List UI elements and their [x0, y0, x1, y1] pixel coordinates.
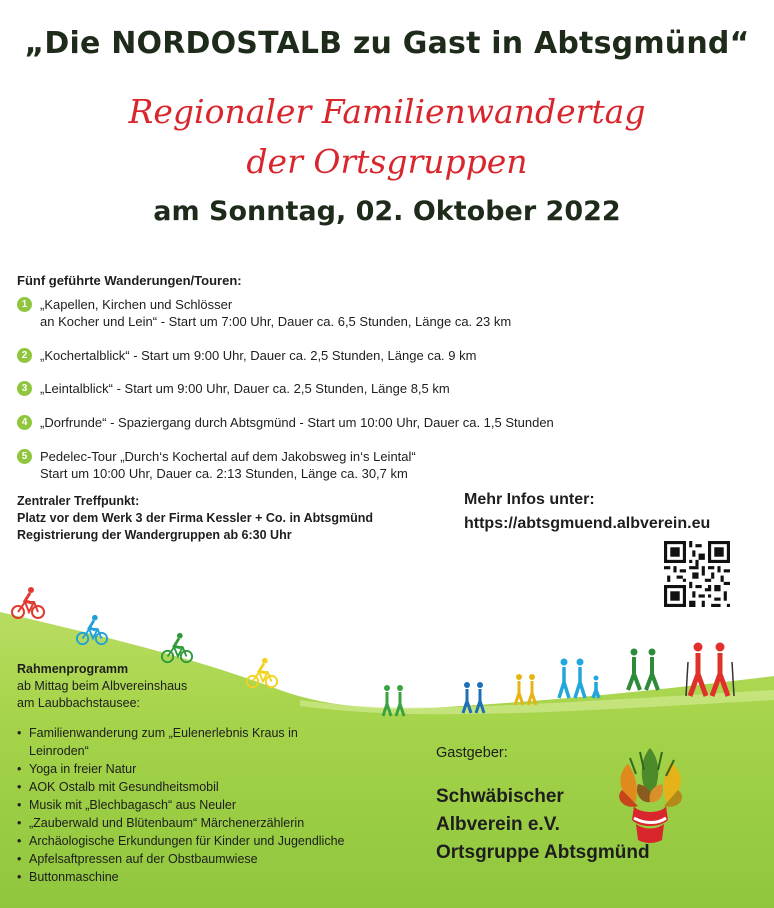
program-intro: [17, 661, 187, 712]
tour-item-5: [17, 448, 416, 482]
more-info-label: Mehr Infos unter:: [464, 491, 595, 508]
tour-1-line-1: „Kapellen, Kirchen und Schlösser: [40, 297, 233, 312]
host-name-line-1: Schwäbischer: [436, 786, 564, 807]
list-item: • „Zauberwald und Blütenbaum“ Märchenerzählerin: [17, 814, 357, 832]
list-item: • AOK Ostalb mit Gesundheitsmobil: [17, 778, 357, 796]
meeting-point: [17, 493, 373, 544]
program-heading: Rahmenprogramm: [17, 662, 129, 676]
hikers-blue-icon: [460, 680, 490, 716]
list-item: • Familienwanderung zum „Eulenerlebnis Kraus in Leinroden“: [17, 724, 357, 760]
hikers-green-icon: [380, 684, 410, 718]
program-list: [17, 724, 357, 886]
tours-heading: Fünf geführte Wanderungen/Touren:: [17, 273, 242, 288]
more-info: [464, 488, 710, 536]
tour-2-line-1: „Kochertalblick“ - Start um 9:00 Uhr, Dauer ca. 2,5 Stunden, Länge ca. 9 km: [40, 348, 477, 363]
qr-code-icon[interactable]: [664, 541, 730, 607]
hikers-cyan-icon: [556, 658, 604, 700]
tour-1-line-2: an Kocher und Lein“ - Start um 7:00 Uhr, Dauer ca. 6,5 Stunden, Länge ca. 23 km: [40, 314, 512, 329]
main-title: „Die NORDOSTALB zu Gast in Abtsgmünd“: [24, 26, 750, 61]
tour-item-2: [17, 347, 476, 364]
tour-5-line-1: Pedelec-Tour „Durch‘s Kochertal auf dem Jakobsweg in‘s Leintal“: [40, 449, 416, 464]
cyclist-blue-icon: [75, 612, 109, 648]
meeting-heading: Zentraler Treffpunkt:: [17, 494, 140, 508]
hikers-darkgreen-icon: [624, 648, 664, 692]
list-item: • Buttonmaschine: [17, 868, 357, 886]
tour-number-badge: 3: [17, 381, 32, 396]
hikers-yellow-icon: [512, 672, 542, 708]
subtitle-line-2: der Ortsgruppen: [246, 142, 528, 181]
host-label: Gastgeber:: [436, 745, 508, 761]
albverein-logo-icon: [608, 744, 692, 848]
tour-number-badge: 1: [17, 297, 32, 312]
tour-5-line-2: Start um 10:00 Uhr, Dauer ca. 2:13 Stunden, Länge ca. 30,7 km: [40, 466, 408, 481]
tour-4-line-1: „Dorfrunde“ - Spaziergang durch Abtsgmünd - Start um 10:00 Uhr, Dauer ca. 1,5 Stunden: [40, 415, 554, 430]
host-name-line-2: Albverein e.V.: [436, 814, 560, 835]
tour-item-1: [17, 296, 511, 330]
tour-number-badge: 5: [17, 449, 32, 464]
more-info-url[interactable]: https://abtsgmuend.albverein.eu: [464, 515, 711, 532]
hikers-red-icon: [684, 642, 736, 698]
host-name-line-3: Ortsgruppe Abtsgmünd: [436, 842, 650, 863]
program-line-2: am Laubbachstausee:: [17, 696, 141, 710]
list-item: • Musik mit „Blechbagasch“ aus Neuler: [17, 796, 357, 814]
tour-item-4: [17, 414, 554, 431]
tour-item-3: [17, 380, 450, 397]
subtitle-line-1: Regionaler Familienwandertag: [128, 92, 646, 131]
cyclist-yellow-icon: [245, 655, 279, 691]
event-date: am Sonntag, 02. Oktober 2022: [153, 196, 621, 227]
tour-number-badge: 4: [17, 415, 32, 430]
program-line-1: ab Mittag beim Albvereinshaus: [17, 679, 188, 693]
list-item: • Apfelsaftpressen auf der Obstbaumwiese: [17, 850, 357, 868]
meeting-registration: Registrierung der Wandergruppen ab 6:30 Uhr: [17, 528, 292, 542]
list-item: • Archäologische Erkundungen für Kinder und Jugendliche: [17, 832, 357, 850]
tour-3-line-1: „Leintalblick“ - Start um 9:00 Uhr, Dauer ca. 2,5 Stunden, Länge 8,5 km: [40, 381, 450, 396]
list-item: • Yoga in freier Natur: [17, 760, 357, 778]
tour-number-badge: 2: [17, 348, 32, 363]
cyclist-red-icon: [10, 585, 46, 621]
meeting-location: Platz vor dem Werk 3 der Firma Kessler + Co. in Abtsgmünd: [17, 511, 373, 525]
